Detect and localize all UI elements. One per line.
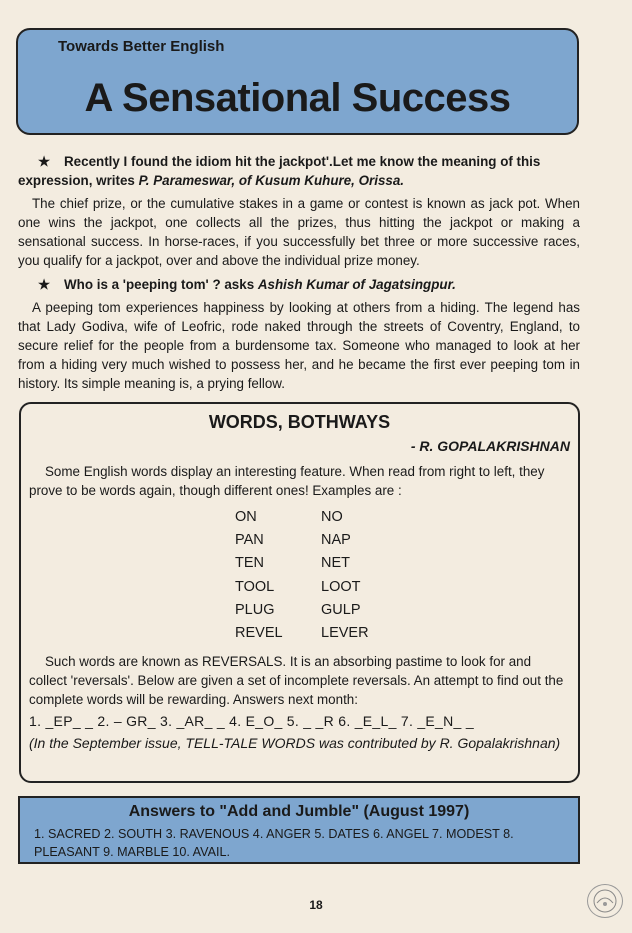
reversal-puzzle: 1. _EP_ _ 2. – GR_ 3. _AR_ _ 4. E_O_ 5. _ _R 6. _E_L_ 7. _E_N_ _ <box>29 713 474 729</box>
answers-text: 1. SACRED 2. SOUTH 3. RAVENOUS 4. ANGER 5. DATES 6. ANGEL 7. MODEST 8. PLEASANT 9. MARBLE 10. AVAIL. <box>34 827 514 859</box>
word-reversed: NET <box>321 555 350 572</box>
star-icon: ★ <box>37 154 50 169</box>
answers-box <box>18 796 580 864</box>
publisher-logo-icon <box>587 884 623 918</box>
question-1-text: Recently I found the idiom hit the jackpot'.Let me know the meaning of this expression, writes <box>18 154 541 188</box>
words-bothways-author: - R. GOPALAKRISHNAN <box>410 438 570 454</box>
word-forward: REVEL <box>235 624 283 641</box>
series-title: Towards Better English <box>58 38 225 55</box>
word-forward: ON <box>235 509 257 525</box>
page-number: 18 <box>309 898 323 912</box>
reversal-pair <box>235 552 369 575</box>
word-forward: TOOL <box>235 578 275 595</box>
page-title: A Sensational Success <box>84 76 511 120</box>
question-2 <box>18 275 580 294</box>
question-1 <box>18 152 580 190</box>
words-bothways-body: Such words are known as REVERSALS. It is an absorbing pastime to look for and collect 'reversals'. Below are given a set of incomplete reversals. An attempt to find out the complete words will be rewarding. Answers next month: <box>29 654 564 707</box>
words-bothways-box <box>19 402 580 783</box>
header-banner <box>16 28 579 135</box>
word-forward: PLUG <box>235 601 275 618</box>
answers-title: Answers to "Add and Jumble" (August 1997) <box>128 803 470 820</box>
reversal-pair <box>235 576 369 599</box>
word-forward: TEN <box>235 555 264 572</box>
question-2-author: Ashish Kumar of Jagatsingpur. <box>257 277 456 292</box>
star-icon: ★ <box>37 277 50 292</box>
word-forward: PAN <box>235 532 264 549</box>
answer-1: The chief prize, or the cumulative stakes in a game or contest is known as jack pot. When one wins the jackpot, one collects all the prizes, thus hitting the jackpot or making a sensational success. In horse-races, if you successfully bet three or more successive races, you qualify for a jackpot, over and above the individual prize money. <box>18 196 580 268</box>
reversal-pairs <box>235 506 369 645</box>
reversal-pair <box>235 622 369 645</box>
word-reversed: LOOT <box>321 578 361 595</box>
reversal-pair <box>235 529 369 552</box>
word-reversed: NO <box>321 509 343 525</box>
question-1-author: P. Parameswar, of Kusum Kuhure, Orissa. <box>138 173 405 188</box>
question-2-text: Who is a 'peeping tom' ? asks <box>64 277 258 292</box>
word-reversed: GULP <box>321 601 361 618</box>
word-reversed: LEVER <box>321 624 369 641</box>
answer-2: A peeping tom experiences happiness by looking at others from a hiding. The legend has that Lady Godiva, wife of Leofric, rode naked through the streets of Coventry, England, to secure relief for the people from a burdensome tax. Someone who managed to look at her from a hiding very much wished to possess her, and he became the first ever peeping tom in history. Its simple meaning is, a prying fellow. <box>18 300 580 391</box>
contributor-note: (In the September issue, TELL-TALE WORDS was contributed by R. Gopalakrishnan) <box>29 735 561 751</box>
word-reversed: NAP <box>321 532 351 549</box>
words-bothways-intro: Some English words display an interesting feature. When read from right to left, they prove to be words again, though different ones! Examples are : <box>29 464 545 498</box>
words-bothways-title: WORDS, BOTHWAYS <box>208 412 391 432</box>
publisher-logo-graphic <box>588 885 622 917</box>
reversal-pair <box>235 506 369 529</box>
reversal-pair <box>235 599 369 622</box>
